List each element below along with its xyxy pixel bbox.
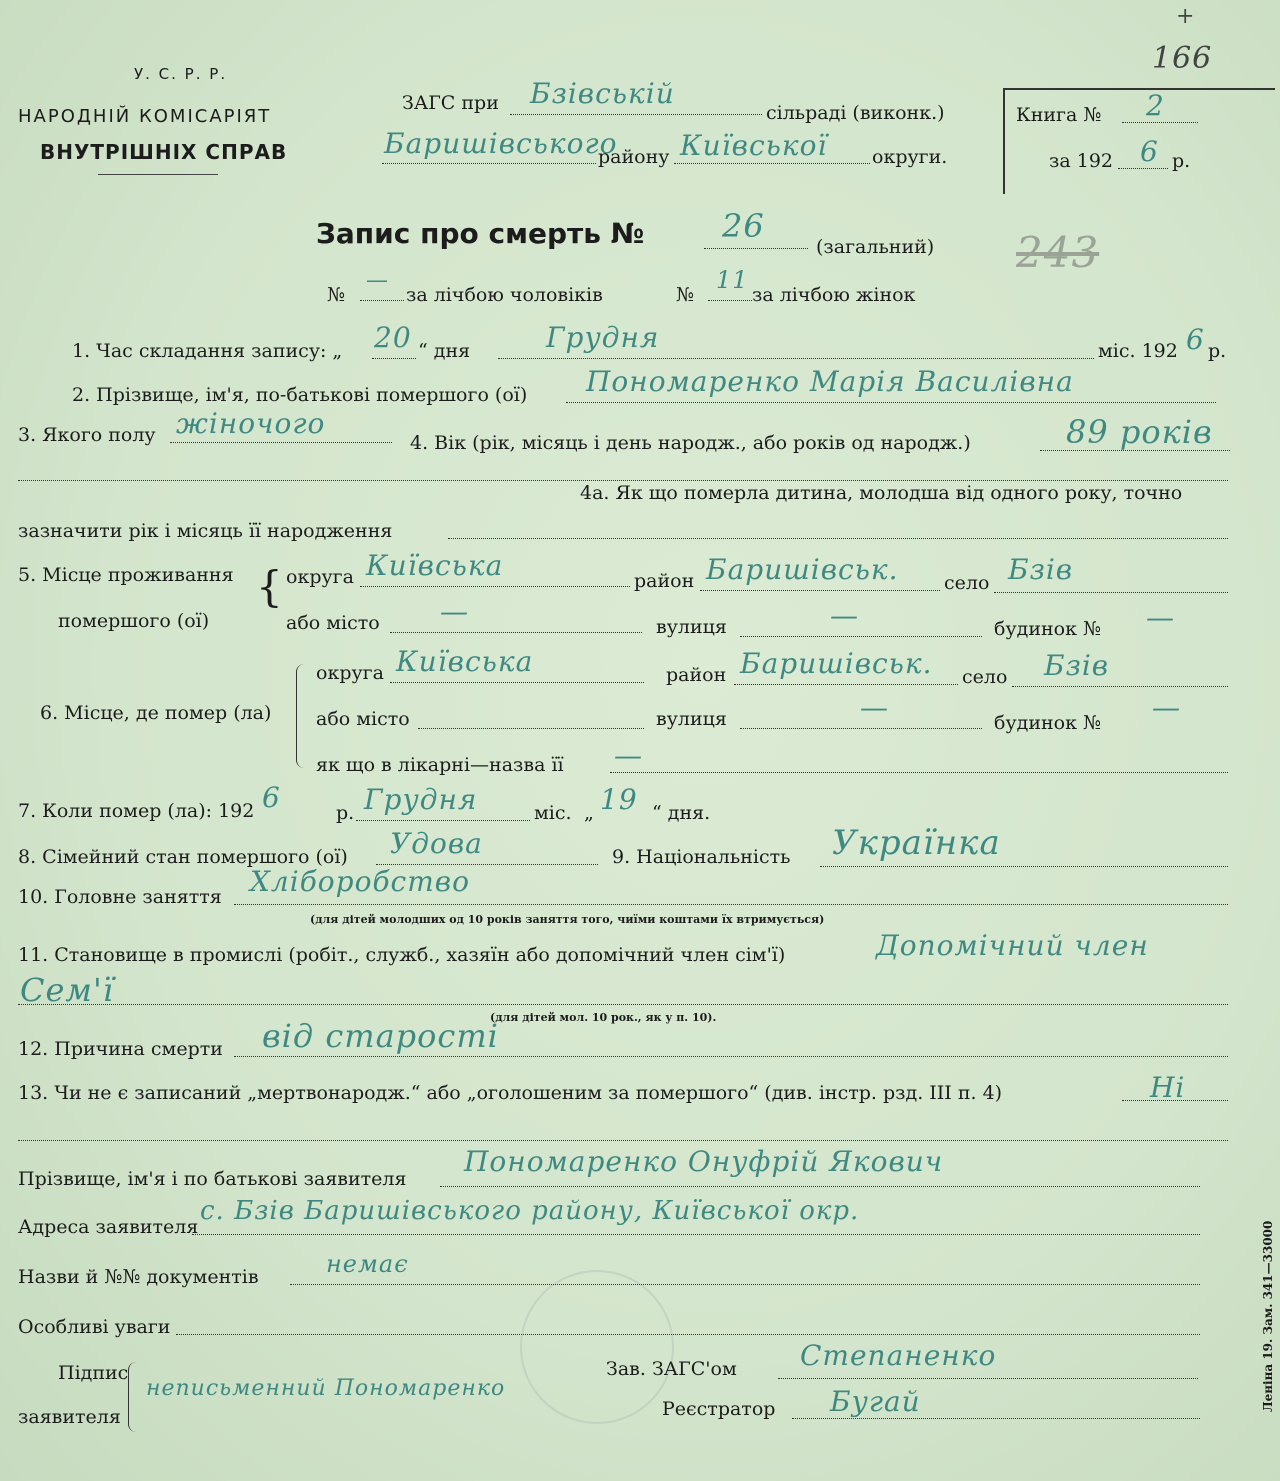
- field6-bracket: [296, 664, 307, 768]
- field4a-label: 4а. Як що померла дитина, молодша від одного року, точно: [580, 482, 1183, 504]
- field1-day: 20: [374, 321, 412, 354]
- documents-line: [290, 1284, 1200, 1285]
- book-number: 2: [1146, 89, 1165, 122]
- zags-signature: Степаненко: [800, 1339, 997, 1372]
- full-name: Пономаренко Марія Василівна: [586, 365, 1074, 398]
- position-value-2: Сем'ї: [20, 971, 114, 1009]
- death-misto-line: [418, 728, 644, 729]
- applicant-address: с. Бзів Баришівського району, Київської окр.: [200, 1196, 860, 1226]
- sign-label-1: Підпис: [58, 1362, 129, 1384]
- field1-year-digit: 6: [1186, 323, 1205, 356]
- field10-label: 10. Головне заняття: [18, 886, 222, 908]
- header-rule: [98, 174, 218, 175]
- printer-mark: Леніна 19. Зам. 341—33000: [1261, 1220, 1275, 1412]
- marital-value: Удова: [390, 827, 483, 860]
- death-month-line: [356, 820, 530, 821]
- district-line: [382, 163, 596, 164]
- field1-day-line: [372, 358, 416, 359]
- field1-month-label: міс. 192: [1098, 340, 1178, 362]
- field11-line: [18, 1004, 1228, 1005]
- field4a-line: [448, 538, 1228, 539]
- death-selo: Бзів: [1044, 649, 1110, 682]
- res-misto-line: [390, 632, 642, 633]
- field9-label: 9. Національність: [612, 846, 791, 868]
- ussr-label: У. С. Р. Р.: [134, 65, 228, 83]
- res-raion-label: район: [634, 570, 695, 592]
- year-suffix: р.: [1172, 150, 1191, 172]
- applicant-name-label: Прізвище, ім'я і по батькові заявителя: [18, 1168, 407, 1190]
- field1-month-line: [498, 358, 1094, 359]
- registrar-signature: Бугай: [830, 1385, 921, 1418]
- death-vul: —: [860, 691, 889, 724]
- death-selo-label: село: [962, 666, 1008, 688]
- res-vul-line: [740, 636, 982, 637]
- death-okruga-label: округа: [316, 662, 384, 684]
- men-no-prefix: №: [327, 284, 345, 306]
- death-month: Грудня: [364, 783, 478, 816]
- field4a-label2: зазначити рік і місяць її народження: [18, 520, 393, 542]
- sign-label-2: заявителя: [18, 1406, 121, 1428]
- occupation-value: Хліборобство: [250, 865, 470, 898]
- field1-r: р.: [1208, 340, 1227, 362]
- death-misto-label: або місто: [316, 708, 410, 730]
- res-misto-label: або місто: [286, 612, 380, 634]
- year-prefix: за 192: [1049, 150, 1113, 172]
- res-bud: —: [1146, 601, 1175, 634]
- res-selo-line: [994, 592, 1228, 593]
- zav-zags-label: Зав. ЗАГС'ом: [606, 1358, 737, 1380]
- hospital-value: —: [614, 739, 643, 772]
- remarks-label: Особливі уваги: [18, 1316, 171, 1338]
- field7-quote: „: [584, 802, 594, 824]
- res-okruga: Київська: [366, 549, 504, 582]
- registrar-label: Реєстратор: [662, 1398, 776, 1420]
- page-number: 166: [1152, 41, 1213, 76]
- applicant-address-line: [192, 1234, 1200, 1235]
- field4-extra-line: [18, 480, 1228, 481]
- village-council-suffix: сільраді (виконк.): [766, 102, 945, 124]
- field5-brace: {: [256, 562, 283, 611]
- general-label: (загальний): [816, 236, 935, 258]
- death-raion: Баришівськ.: [740, 647, 933, 680]
- commissariat-line2: ВНУТРІШНІХ СПРАВ: [40, 140, 288, 164]
- field6-label: 6. Місце, де помер (ла): [40, 702, 272, 724]
- nationality-value: Українка: [832, 823, 1001, 863]
- applicant-name: Пономаренко Онуфрій Якович: [464, 1145, 944, 1178]
- men-no: —: [366, 268, 389, 293]
- sex-value: жіночого: [176, 407, 326, 440]
- village-handwritten: Бзівській: [530, 77, 675, 110]
- field5-label2: помершого (ої): [58, 610, 210, 632]
- field4-label: 4. Вік (рік, місяць і день народж., або років од народж.): [410, 432, 971, 454]
- field13-label: 13. Чи не є записаний „мертвонародж.“ або „оголошеним за помершого“ (див. інстр. рзд. III п. 4): [18, 1082, 1003, 1104]
- res-bud-label: будинок №: [994, 618, 1101, 640]
- field1-month: Грудня: [546, 321, 660, 354]
- field1-label: 1. Час складання запису: „: [72, 340, 343, 362]
- sign-bracket: [128, 1362, 137, 1432]
- region-handwritten: Київської: [680, 129, 828, 162]
- applicant-signature: неписьменний Пономаренко: [146, 1376, 506, 1401]
- res-okruga-line: [360, 586, 630, 587]
- field9-line: [820, 866, 1228, 867]
- death-raion-label: район: [666, 664, 727, 686]
- field11-note: (для дітей мол. 10 рок., як у п. 10).: [490, 1011, 717, 1024]
- death-bud-label: будинок №: [994, 712, 1101, 734]
- field7-r: р.: [336, 802, 355, 824]
- death-selo-line: [1012, 686, 1228, 687]
- men-no-line: [360, 300, 404, 301]
- cause-value: від старості: [262, 1017, 499, 1055]
- year-digit: 6: [1140, 135, 1159, 168]
- field2-line: [566, 402, 1216, 403]
- field10-note: (для дітей молодших од 10 років заняття того, чиїми коштами їх втримується): [310, 913, 825, 926]
- hospital-line: [610, 772, 1228, 773]
- region-line: [674, 163, 870, 164]
- death-bud: —: [1152, 691, 1181, 724]
- registrar-line: [792, 1418, 1200, 1419]
- field2-label: 2. Прізвище, ім'я, по-батькові помершого (ої): [72, 384, 528, 406]
- documents-value: немає: [326, 1250, 409, 1278]
- death-year-digit: 6: [262, 781, 281, 814]
- field7-day-label: “ дня.: [652, 802, 711, 824]
- death-vul-line: [740, 728, 982, 729]
- stillborn-value: Ні: [1150, 1071, 1186, 1104]
- stamp-circle: [520, 1270, 674, 1424]
- res-selo-label: село: [944, 572, 990, 594]
- field7-label: 7. Коли помер (ла): 192: [18, 800, 255, 822]
- women-no-line: [708, 300, 752, 301]
- field8-label: 8. Сімейний стан помершого (ої): [18, 846, 348, 868]
- death-okruga: Київська: [396, 645, 534, 678]
- district-suffix: району: [598, 146, 670, 168]
- res-okruga-label: округа: [286, 566, 354, 588]
- field7-mis: міс.: [534, 802, 572, 824]
- death-raion-line: [734, 684, 958, 685]
- field11-label: 11. Становище в промислі (робіт., служб., хазяїн або допомічний член сім'ї): [18, 944, 786, 966]
- age-value: 89 років: [1066, 413, 1213, 451]
- year-line: [1118, 168, 1168, 169]
- field3-line: [170, 442, 392, 443]
- district-handwritten: Баришівського: [384, 127, 618, 160]
- crossed-number: 243: [1016, 228, 1100, 277]
- field12-label: 12. Причина смерти: [18, 1038, 223, 1060]
- res-raion-line: [700, 590, 940, 591]
- record-number-line: [704, 248, 808, 249]
- field13-extra-line: [18, 1140, 1228, 1141]
- death-day: 19: [600, 783, 638, 816]
- field3-label: 3. Якого полу: [18, 424, 156, 446]
- commissariat-line1: НАРОДНІЙ КОМІСАРІЯТ: [18, 106, 272, 127]
- women-no-label: за лічбою жінок: [752, 284, 916, 306]
- res-vul-label: вулиця: [656, 616, 727, 638]
- res-raion: Баришівськ.: [706, 553, 899, 586]
- death-okruga-line: [390, 682, 644, 683]
- field1-day-label: “ дня: [418, 340, 471, 362]
- men-no-label: за лічбою чоловіків: [406, 284, 603, 306]
- field5-label: 5. Місце проживання: [18, 564, 234, 586]
- applicant-address-label: Адреса заявителя: [18, 1216, 199, 1238]
- zav-zags-line: [778, 1378, 1198, 1379]
- book-line: [1122, 122, 1198, 123]
- village-line: [510, 114, 762, 115]
- region-suffix: округи.: [872, 146, 948, 168]
- field10-line: [234, 904, 1228, 905]
- death-vul-label: вулиця: [656, 708, 727, 730]
- res-selo: Бзів: [1008, 553, 1074, 586]
- women-no-prefix: №: [676, 284, 694, 306]
- corner-mark: +: [1176, 4, 1196, 29]
- position-value-1: Допомічний член: [876, 929, 1149, 962]
- applicant-name-line: [440, 1186, 1200, 1187]
- women-no: 11: [716, 266, 749, 294]
- hospital-label: як що в лікарні—назва її: [316, 754, 564, 776]
- res-misto: —: [440, 595, 469, 628]
- field12-line: [234, 1056, 1228, 1057]
- res-vul: —: [830, 599, 859, 632]
- book-label: Книга №: [1016, 104, 1102, 126]
- documents-label: Назви й №№ документів: [18, 1266, 259, 1288]
- remarks-line: [176, 1334, 1200, 1335]
- zags-prefix: ЗАГС при: [402, 92, 499, 114]
- record-title: Запис про смерть №: [316, 217, 645, 250]
- record-number: 26: [722, 207, 765, 245]
